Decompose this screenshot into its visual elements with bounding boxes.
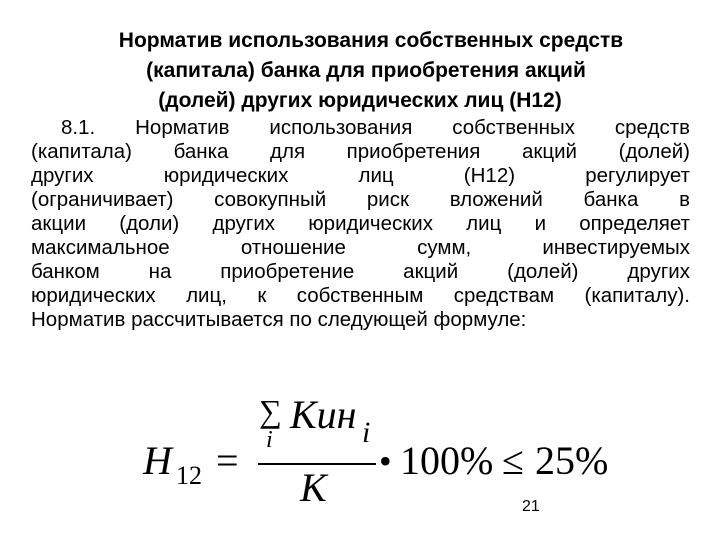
body-line: юридических лиц, к собственным средствам (капиталу).: [31, 284, 690, 307]
body-line: Норматив рассчитывается по следующей формуле:: [31, 308, 527, 331]
title-line-1: Норматив использования собственных средств: [118, 29, 624, 52]
formula-sum-sign: ∑: [259, 393, 282, 429]
body-line: банком на приобретение акций (долей) других: [31, 260, 690, 283]
formula-numerator-subscript: i: [362, 416, 371, 449]
formula-denominator: К: [300, 465, 327, 510]
body-line: (ограничивает) совокупный риск вложений банка в: [31, 188, 690, 211]
title-line-3: (долей) других юридических лиц (Н12): [158, 89, 562, 112]
formula-dot: •: [379, 441, 392, 481]
formula-lhs-subscript: 12: [176, 461, 202, 490]
body-line: максимальное отношение сумм, инвестируемых: [31, 236, 690, 259]
formula-sum-index: i: [266, 427, 273, 453]
formula-100-percent: 100%: [400, 438, 494, 483]
body-line: акции (доли) других юридических лиц и определяет: [31, 212, 690, 235]
formula-lhs: Н: [143, 438, 172, 483]
formula-equals: =: [216, 438, 239, 483]
body-line: 8.1. Норматив использования собственных средств: [61, 116, 690, 139]
body-line: (капитала) банка для приобретения акций (долей): [31, 140, 690, 163]
formula-25-percent: 25%: [535, 438, 609, 483]
formula-numerator: Кин: [290, 392, 357, 437]
body-line: других юридических лиц (Н12) регулирует: [31, 164, 690, 187]
formula-leq: ≤: [502, 438, 524, 483]
page-number: 21: [522, 498, 540, 515]
title-line-2: (капитала) банка для приобретения акций: [146, 59, 586, 82]
